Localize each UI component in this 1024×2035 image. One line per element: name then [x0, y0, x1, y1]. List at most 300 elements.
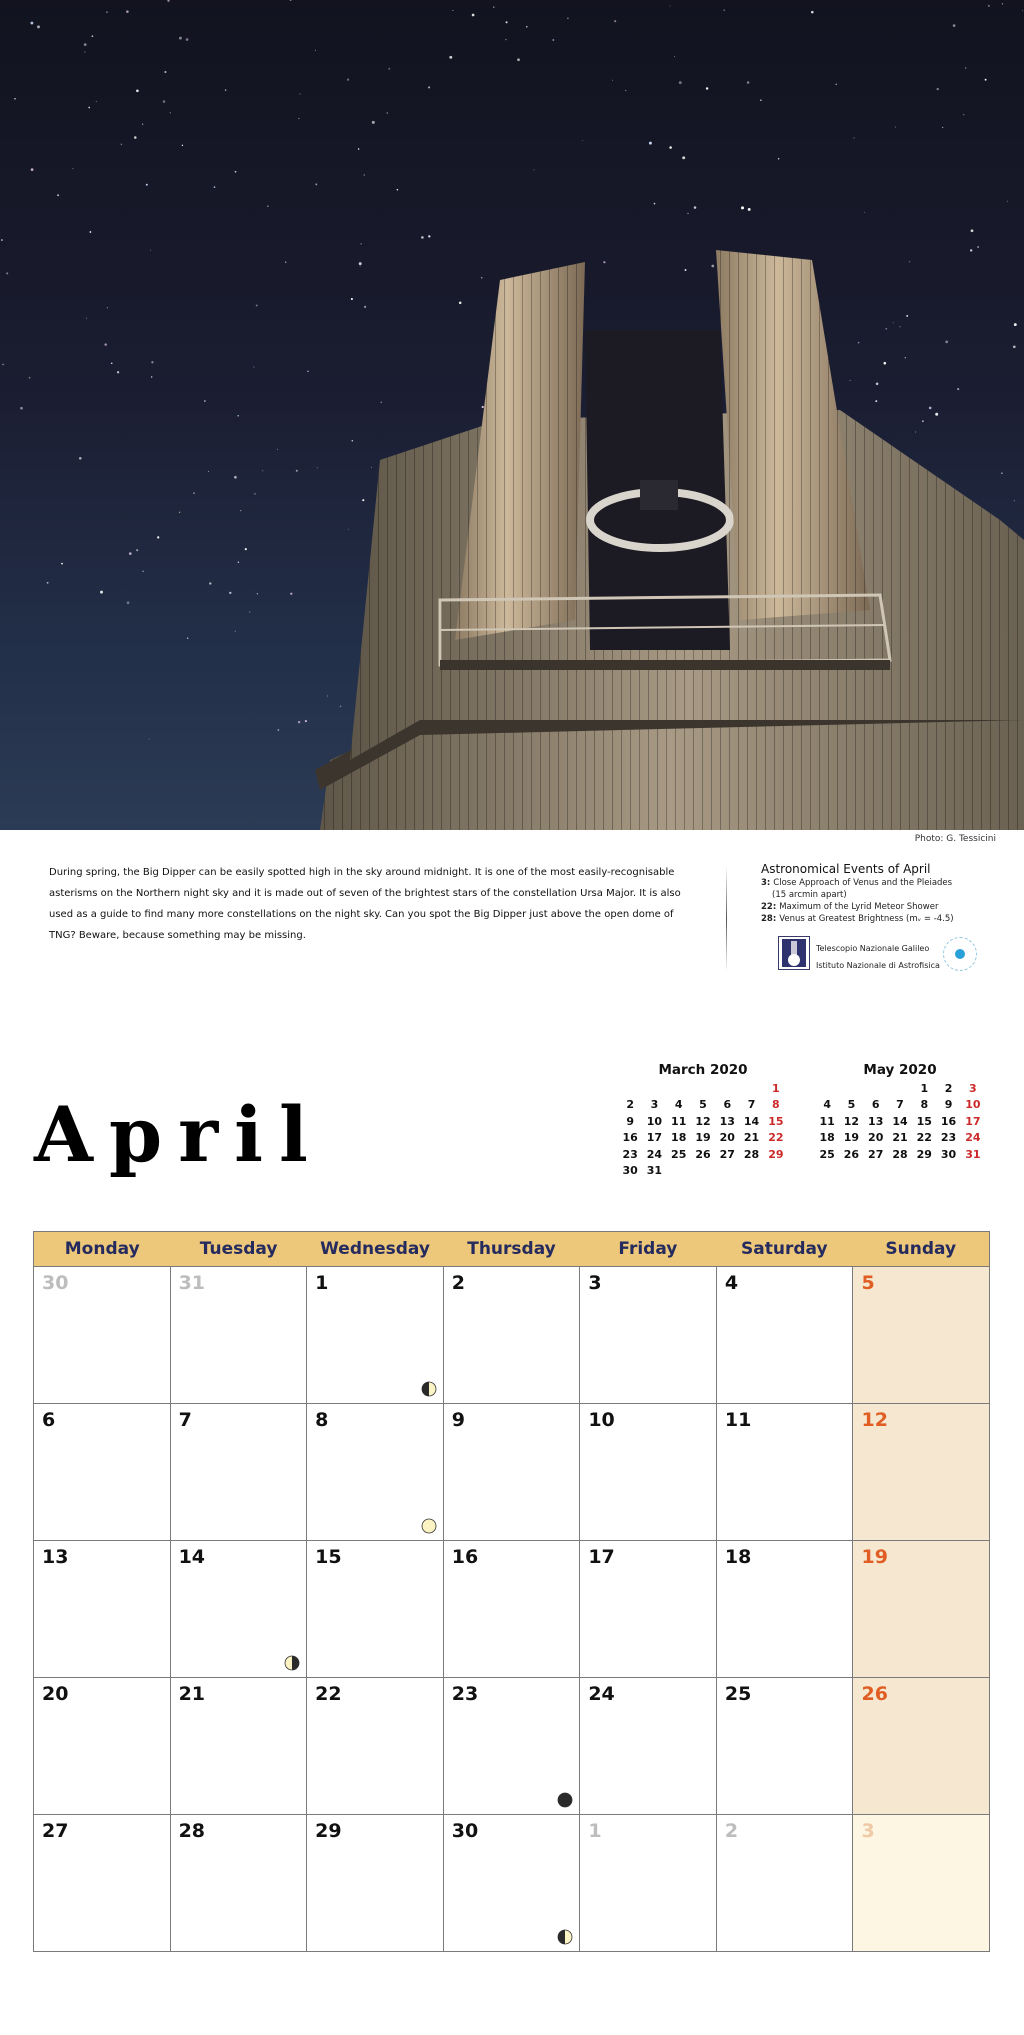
mini-day: 16 — [622, 1131, 638, 1145]
mini-day: 5 — [847, 1098, 856, 1112]
mini-day: 11 — [671, 1114, 687, 1128]
star — [481, 277, 483, 279]
star — [92, 35, 94, 37]
mini-day: 24 — [965, 1131, 981, 1145]
star — [340, 705, 342, 707]
mini-day — [667, 1080, 691, 1097]
star — [254, 493, 255, 494]
star — [146, 184, 148, 186]
day-number: 19 — [861, 1546, 888, 1568]
day-cell — [171, 1541, 308, 1677]
inaf-logo-icon — [943, 937, 977, 971]
mini-calendar-grid — [618, 1080, 788, 1179]
tng-logo-icon — [778, 936, 810, 970]
day-number: 11 — [724, 1409, 752, 1431]
logo-text — [816, 940, 940, 974]
day-cell — [580, 1815, 717, 1951]
star — [100, 591, 103, 594]
star — [362, 499, 364, 501]
day-cell — [444, 1678, 581, 1814]
mini-day — [667, 1163, 691, 1180]
star — [654, 203, 656, 205]
day-number: 3 — [588, 1272, 602, 1294]
star — [347, 78, 349, 80]
mini-day: 4 — [823, 1098, 831, 1112]
star — [1, 239, 3, 241]
weekday-tuesday: Tuesday — [199, 1239, 278, 1259]
star — [909, 261, 910, 262]
mini-day: 4 — [674, 1098, 683, 1112]
star — [1013, 345, 1016, 348]
star — [299, 93, 300, 94]
telescope-dome-icon — [0, 0, 1024, 830]
star — [106, 12, 107, 13]
star — [428, 86, 430, 88]
day-number: 24 — [588, 1683, 615, 1705]
star — [687, 213, 688, 214]
weekday-thursday: Thursday — [467, 1239, 556, 1259]
day-cell — [34, 1678, 171, 1814]
star — [533, 169, 534, 170]
mini-day: 5 — [699, 1098, 707, 1112]
mini-day — [618, 1080, 642, 1097]
star — [428, 235, 430, 237]
day-cell — [34, 1404, 171, 1540]
star — [850, 380, 851, 381]
mini-day — [839, 1080, 863, 1097]
star — [929, 407, 932, 410]
star — [30, 22, 33, 25]
star — [170, 112, 171, 113]
mini-day: 22 — [768, 1131, 784, 1145]
star — [360, 266, 361, 267]
mini-day: 12 — [843, 1114, 860, 1128]
day-number: 21 — [178, 1683, 206, 1705]
star — [164, 71, 166, 73]
mini-day: 21 — [743, 1131, 760, 1145]
day-cell — [444, 1815, 581, 1951]
star — [237, 415, 239, 417]
inaf-name: Istituto Nazionale di Astrofisica — [816, 961, 940, 970]
mini-day: 15 — [768, 1114, 784, 1128]
mini-day: 13 — [719, 1114, 735, 1128]
mini-calendar-title: May 2020 — [863, 1062, 937, 1078]
moon-new-icon — [557, 1792, 573, 1808]
star — [229, 592, 231, 594]
astronomical-events — [761, 863, 1001, 925]
star — [694, 206, 697, 209]
mini-day: 12 — [695, 1114, 711, 1128]
star — [876, 383, 879, 386]
star — [187, 637, 188, 638]
star — [121, 144, 122, 145]
day-cell — [444, 1267, 581, 1403]
star — [358, 148, 360, 150]
star — [298, 721, 300, 723]
star — [2, 364, 4, 366]
star — [363, 174, 364, 175]
weekday-monday: Monday — [64, 1239, 140, 1259]
day-number: 17 — [588, 1546, 615, 1568]
star — [482, 406, 484, 408]
star — [905, 357, 906, 358]
star — [612, 80, 613, 81]
event-item — [761, 889, 1001, 901]
star — [567, 18, 569, 20]
day-cell — [580, 1404, 717, 1540]
star — [253, 367, 254, 368]
star — [893, 322, 894, 323]
star — [157, 536, 159, 538]
star — [179, 512, 180, 513]
day-number: 1 — [588, 1820, 602, 1842]
star — [204, 400, 206, 402]
day-cell — [717, 1404, 854, 1540]
day-cell — [717, 1541, 854, 1677]
star — [741, 206, 744, 209]
mini-day: 8 — [772, 1098, 780, 1112]
mini-day: 21 — [892, 1131, 908, 1145]
mini-day — [642, 1080, 666, 1097]
events-list — [761, 877, 1001, 925]
star — [971, 229, 974, 232]
star — [72, 168, 73, 169]
star — [854, 137, 855, 138]
day-number: 2 — [724, 1820, 739, 1842]
star — [864, 212, 865, 213]
star — [256, 305, 258, 307]
star — [945, 341, 948, 344]
day-cell — [580, 1267, 717, 1403]
mini-day: 16 — [940, 1114, 957, 1128]
day-cell — [853, 1678, 989, 1814]
mini-day: 9 — [626, 1114, 634, 1128]
star — [552, 39, 554, 41]
star — [1001, 473, 1002, 474]
star — [296, 470, 298, 472]
mini-day — [764, 1163, 788, 1180]
star — [257, 593, 258, 594]
star — [167, 0, 169, 2]
star — [1014, 323, 1017, 326]
star — [748, 208, 751, 211]
mini-day: 8 — [920, 1098, 929, 1112]
star — [885, 328, 887, 330]
day-number: 10 — [588, 1409, 615, 1431]
event-text: (15 arcmin apart) — [772, 890, 847, 900]
mini-day: 29 — [916, 1147, 932, 1161]
star — [472, 14, 475, 17]
star — [290, 593, 292, 595]
events-title: Astronomical Events of April — [761, 862, 931, 876]
day-number: 31 — [178, 1272, 206, 1294]
star — [150, 250, 151, 251]
star — [285, 262, 286, 263]
photo-caption: During spring, the Big Dipper can be easily spotted high in the sky around midnight. It is one of the most easily-recognisable asterisms on the Northern night sky and it is made out of seven of the brightest stars of the constellation Ursa Major. It is also used as a guide to find many more constellations on the night sky. Can you spot the Big Dipper just above the open dome of TNG? Beware, because something may be missing. — [49, 867, 681, 941]
star — [127, 601, 130, 604]
star — [136, 89, 139, 92]
day-number: 15 — [315, 1546, 342, 1568]
moon-first-quarter-icon — [557, 1929, 573, 1945]
star — [86, 318, 87, 319]
star — [397, 189, 398, 190]
star — [452, 10, 453, 11]
star — [142, 124, 143, 125]
day-cell — [307, 1815, 444, 1951]
star — [151, 376, 152, 377]
mini-day: 22 — [916, 1131, 932, 1145]
star — [84, 51, 85, 52]
star — [61, 563, 63, 565]
star — [942, 127, 943, 128]
mini-day — [739, 1163, 763, 1180]
weekday-saturday: Saturday — [741, 1239, 828, 1259]
mini-day: 20 — [868, 1131, 884, 1145]
tng-name: Telescopio Nazionale Galileo — [816, 944, 930, 953]
day-number: 7 — [178, 1409, 192, 1431]
day-number: 6 — [42, 1409, 56, 1431]
star — [238, 562, 239, 563]
day-cell — [580, 1541, 717, 1677]
mini-day: 3 — [650, 1098, 659, 1112]
moon-last-quarter-icon — [284, 1655, 300, 1671]
mini-day: 19 — [695, 1131, 711, 1145]
star — [388, 68, 390, 70]
star — [963, 114, 964, 115]
star — [459, 302, 462, 305]
star — [249, 611, 250, 612]
month-grid — [33, 1231, 990, 1952]
day-cell — [171, 1404, 308, 1540]
mini-day: 1 — [772, 1081, 780, 1095]
star — [899, 326, 900, 327]
mini-day: 31 — [646, 1164, 663, 1178]
star — [84, 43, 87, 46]
event-text: Close Approach of Venus and the Pleiades — [773, 878, 953, 888]
star — [364, 306, 366, 308]
star — [1002, 3, 1003, 4]
star — [262, 470, 263, 471]
day-number: 12 — [861, 1409, 888, 1431]
week-row — [34, 1267, 989, 1404]
star — [915, 432, 916, 433]
star — [31, 168, 34, 171]
mini-day: 7 — [747, 1098, 756, 1112]
day-number: 30 — [451, 1820, 479, 1842]
mini-day: 28 — [892, 1147, 908, 1161]
divider — [726, 866, 727, 972]
star — [245, 548, 247, 550]
mini-day: 31 — [965, 1147, 981, 1161]
mini-day: 19 — [843, 1131, 860, 1145]
star — [163, 100, 166, 103]
star — [129, 552, 132, 555]
day-cell — [853, 1541, 989, 1677]
star — [988, 5, 990, 7]
photo-credit: Photo: G. Tessicini — [914, 834, 996, 844]
day-cell — [444, 1404, 581, 1540]
day-number: 23 — [451, 1683, 479, 1705]
mini-day: 10 — [965, 1098, 981, 1112]
day-cell — [34, 1267, 171, 1403]
week-row — [34, 1815, 989, 1951]
star — [937, 88, 939, 90]
star — [747, 81, 750, 84]
mini-day: 25 — [819, 1147, 835, 1161]
day-number: 20 — [42, 1683, 69, 1705]
star — [79, 457, 82, 460]
week-row — [34, 1541, 989, 1678]
day-number: 30 — [42, 1272, 69, 1294]
mini-day: 13 — [868, 1114, 884, 1128]
star — [614, 20, 616, 22]
star — [208, 471, 209, 472]
star — [90, 231, 92, 233]
day-cell — [34, 1541, 171, 1677]
day-number: 28 — [178, 1820, 206, 1842]
mini-day: 2 — [944, 1081, 953, 1095]
star — [151, 361, 153, 363]
star — [348, 529, 349, 530]
day-number: 14 — [178, 1546, 206, 1568]
star — [327, 695, 328, 696]
star — [371, 467, 372, 468]
event-text: Maximum of the Lyrid Meteor Shower — [779, 902, 939, 912]
mini-day: 3 — [969, 1081, 977, 1095]
mini-day: 11 — [819, 1114, 835, 1128]
day-number: 5 — [861, 1272, 875, 1294]
star — [290, 0, 292, 1]
star — [965, 67, 967, 69]
day-cell — [853, 1815, 989, 1951]
star — [811, 11, 814, 14]
star — [517, 58, 520, 61]
event-item — [761, 877, 1001, 889]
mini-day: 9 — [944, 1098, 953, 1112]
day-cell — [853, 1267, 989, 1403]
mini-day — [888, 1080, 912, 1097]
day-cell — [717, 1815, 854, 1951]
star — [305, 720, 307, 722]
star — [240, 510, 241, 511]
mini-day — [815, 1080, 839, 1097]
mini-day: 24 — [646, 1147, 663, 1161]
star — [778, 158, 780, 160]
mini-day: 17 — [646, 1131, 663, 1145]
day-cell — [853, 1404, 989, 1540]
mini-day: 27 — [719, 1147, 735, 1161]
mini-day: 2 — [626, 1098, 634, 1112]
event-item — [761, 913, 1001, 925]
mini-day: 6 — [723, 1098, 732, 1112]
star — [1022, 10, 1023, 11]
day-cell — [307, 1404, 444, 1540]
star — [669, 146, 672, 149]
star — [96, 101, 97, 102]
mini-day: 25 — [671, 1147, 687, 1161]
star — [957, 388, 959, 390]
star — [858, 342, 860, 344]
star — [6, 272, 8, 274]
star — [1007, 201, 1008, 202]
star — [235, 171, 237, 173]
mini-calendar-title: March 2020 — [658, 1062, 748, 1078]
mini-day — [715, 1080, 739, 1097]
mini-day: 30 — [622, 1164, 638, 1178]
star — [493, 7, 494, 8]
mini-day: 27 — [868, 1147, 884, 1161]
day-cell — [171, 1678, 308, 1814]
mini-day: 28 — [743, 1147, 760, 1161]
star — [351, 298, 353, 300]
weekday-friday: Friday — [618, 1239, 678, 1259]
star — [526, 26, 528, 28]
star — [670, 5, 671, 6]
star — [182, 145, 183, 146]
star — [186, 38, 189, 41]
star — [307, 371, 308, 372]
star — [234, 476, 237, 479]
mini-day: 26 — [843, 1147, 860, 1161]
mini-day: 6 — [871, 1098, 880, 1112]
star — [278, 729, 280, 731]
star — [298, 118, 299, 119]
mini-day: 18 — [671, 1131, 687, 1145]
day-number: 16 — [451, 1546, 479, 1568]
day-cell — [307, 1267, 444, 1403]
mini-day — [691, 1080, 715, 1097]
weekday-wednesday: Wednesday — [320, 1239, 430, 1259]
day-number: 2 — [451, 1272, 465, 1294]
day-number: 9 — [451, 1409, 465, 1431]
mini-day: 30 — [940, 1147, 957, 1161]
star — [505, 39, 506, 40]
star — [760, 100, 761, 101]
mini-day: 14 — [743, 1114, 760, 1128]
star — [1014, 500, 1015, 501]
mini-day — [739, 1080, 763, 1097]
day-number: 18 — [724, 1546, 752, 1568]
mini-day: 10 — [646, 1114, 663, 1128]
event-item — [761, 901, 1001, 913]
star — [685, 269, 687, 271]
day-cell — [717, 1678, 854, 1814]
star — [225, 89, 226, 90]
star — [884, 362, 887, 365]
star — [674, 56, 675, 57]
star — [315, 183, 317, 185]
mini-day: 20 — [719, 1131, 735, 1145]
star — [126, 10, 129, 13]
mini-day: 7 — [896, 1098, 904, 1112]
mini-day: 18 — [819, 1131, 835, 1145]
star — [267, 206, 268, 207]
mini-calendar-grid — [815, 1080, 985, 1163]
mini-day: 23 — [940, 1131, 957, 1145]
mini-day — [691, 1163, 715, 1180]
event-day: 22: — [761, 902, 780, 912]
star — [906, 315, 908, 317]
day-cell — [717, 1267, 854, 1403]
star — [922, 420, 924, 422]
mini-day — [864, 1080, 888, 1097]
star — [149, 739, 150, 740]
logos — [778, 936, 978, 974]
day-cell — [171, 1267, 308, 1403]
day-number: 27 — [42, 1820, 69, 1842]
day-number: 29 — [315, 1820, 342, 1842]
day-number: 1 — [315, 1272, 329, 1294]
